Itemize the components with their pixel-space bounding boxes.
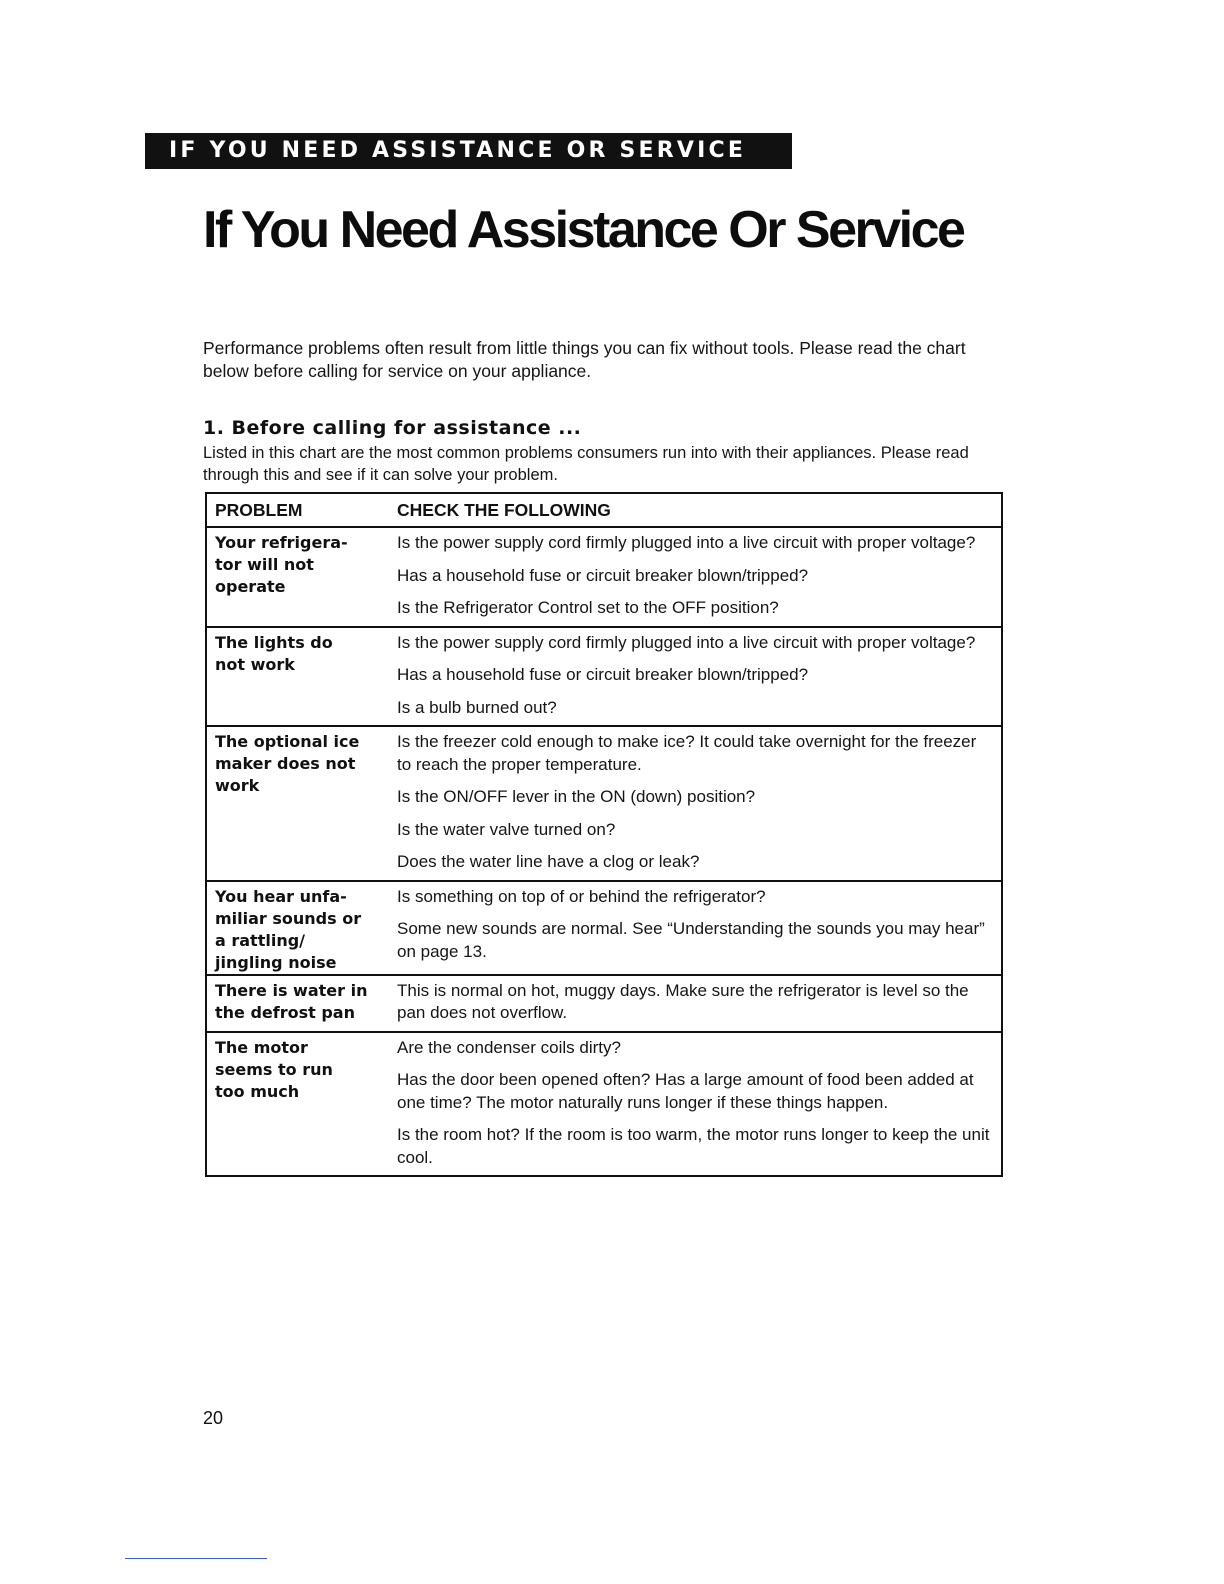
check-item: Is the freezer cold enough to make ice? It could take overnight for the freezer to reach the proper temperature.	[397, 732, 977, 774]
check-item: Is the room hot? If the room is too warm, the motor runs longer to keep the unit cool.	[397, 1125, 990, 1167]
check-item: Is the water valve turned on?	[397, 819, 616, 839]
problem-cell: Your refrigera- tor will not operate	[215, 533, 348, 596]
checks-cell	[393, 882, 1001, 974]
check-item: Are the condenser coils dirty?	[397, 1037, 621, 1057]
chart-header-row	[207, 494, 1001, 528]
checks-cell	[393, 976, 1001, 1031]
check-column-header: CHECK THE FOLLOWING	[397, 499, 611, 520]
checks-cell	[393, 727, 1001, 880]
section-intro: Listed in this chart are the most common problems consumers run into with their appliances. Please read through this and see if it can solve your problem.	[203, 444, 969, 484]
table-row	[207, 1033, 1001, 1176]
check-item: Is the power supply cord firmly plugged into a live circuit with proper voltage?	[397, 533, 976, 552]
intro-paragraph: Performance problems often result from little things you can fix without tools. Please read the chart below before calling for service on your appliance.	[203, 338, 966, 381]
check-item: Has a household fuse or circuit breaker blown/tripped?	[397, 565, 809, 585]
problem-cell: You hear unfa- miliar sounds or a rattling/ jingling noise	[215, 886, 362, 972]
table-row	[207, 976, 1001, 1033]
check-item: Is the ON/OFF lever in the ON (down) position?	[397, 787, 756, 806]
chart-rows	[207, 528, 1001, 1175]
problem-column-header: PROBLEM	[215, 499, 303, 520]
page-number: 20	[203, 1408, 224, 1428]
check-item: Does the water line have a clog or leak?	[397, 852, 700, 871]
check-item: Is something on top of or behind the refrigerator?	[397, 886, 766, 906]
checks-cell	[393, 1033, 1001, 1176]
problem-cell: The lights do not work	[215, 632, 333, 674]
check-item: Is a bulb burned out?	[397, 697, 557, 717]
troubleshooting-chart	[205, 492, 1003, 1177]
problem-cell: There is water in the defrost pan	[215, 980, 368, 1022]
check-item: This is normal on hot, muggy days. Make sure the refrigerator is level so the pan does not overflow.	[397, 980, 969, 1022]
table-row	[207, 882, 1001, 976]
check-item: Is the Refrigerator Control set to the OFF position?	[397, 598, 779, 617]
problem-cell: The optional ice maker does not work	[215, 732, 360, 795]
checks-cell	[393, 528, 1001, 626]
page-title: If You Need Assistance Or Service	[203, 201, 964, 259]
table-row	[207, 628, 1001, 728]
section-banner: IF YOU NEED ASSISTANCE OR SERVICE	[145, 133, 792, 169]
table-row	[207, 727, 1001, 882]
check-item: Some new sounds are normal. See “Understanding the sounds you may hear” on page 13.	[397, 919, 985, 961]
check-item: Has the door been opened often? Has a large amount of food been added at one time? The motor naturally runs longer if these things happen.	[397, 1070, 974, 1112]
checks-cell	[393, 628, 1001, 726]
problem-cell: The motor seems to run too much	[215, 1037, 333, 1101]
check-item: Is the power supply cord firmly plugged into a live circuit with proper voltage?	[397, 632, 976, 652]
check-item: Has a household fuse or circuit breaker blown/tripped?	[397, 665, 809, 684]
section-heading: 1. Before calling for assistance ...	[203, 417, 582, 439]
table-row	[207, 528, 1001, 628]
footer-rule	[125, 1558, 267, 1559]
